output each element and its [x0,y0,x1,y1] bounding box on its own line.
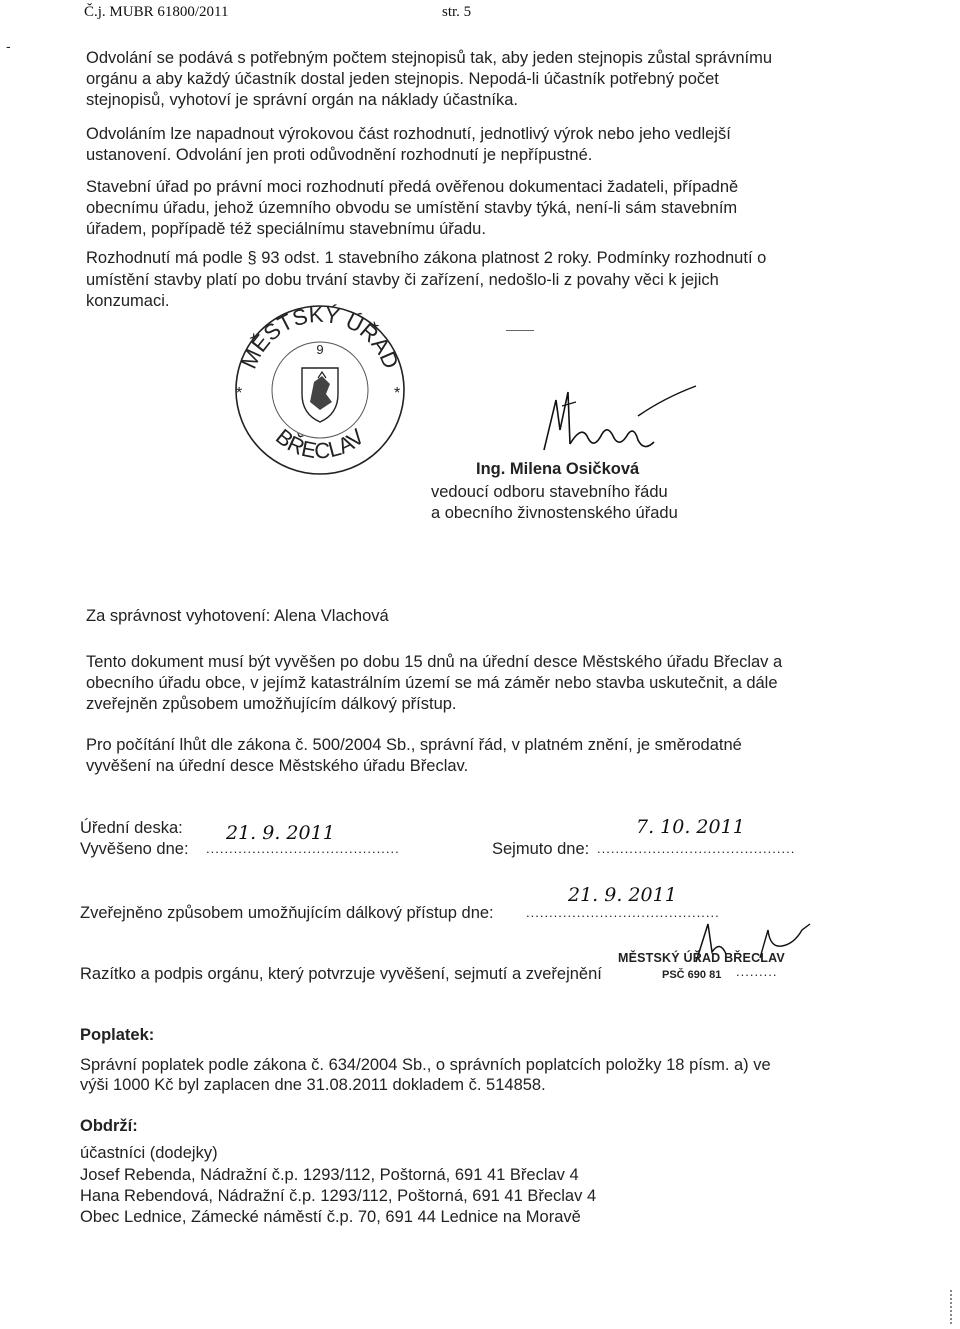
notice-line1: Tento dokument musí být vyvěšen po dobu 15 dnů na úřední desce Městského úřadu Břeclav a [86,653,783,671]
para3-line1: Stavební úřad po právní moci rozhodnutí předá ověřenou dokumentaci žadateli, případně [86,178,739,196]
posted-dots: .......................................... [206,841,400,856]
removed-dots: ........................................... [597,841,796,856]
para4-line3: konzumaci. [86,292,170,310]
posted-label: Vyvěšeno dne: [80,840,189,858]
stamp-initials-signature [690,918,840,968]
recipients-heading: Obdrží: [80,1117,138,1135]
para2-line2: ustanovení. Odvolání jen proti odůvodnění rozhodnutí je nepřípustné. [86,146,593,164]
para3-line3: úřadem, popřípadě též speciálnímu stavebnímu úřadu. [86,220,486,238]
deadline-line1: Pro počítání lhůt dle zákona č. 500/2004 Sb., správní řád, v platném znění, je směrodatné [86,736,742,754]
seal-bottom-text: BŘECLAV [271,423,369,464]
handwritten-signature [534,372,704,458]
stamp-label: Razítko a podpis orgánu, který potvrzuje vyvěšení, sejmutí a zveřejnění [80,965,602,983]
seal-number: 9 [316,342,324,357]
office-stamp: MĚSTSKÝ ÚŘAD BŘECLAV [618,951,785,965]
recipients-line1: účastníci (dodejky) [80,1144,218,1162]
signatory-role-line2: a obecního živnostenského úřadu [431,504,678,522]
published-label: Zveřejněno způsobem umožňujícím dálkový přístup dne: [80,904,494,922]
recipients-line4: Obec Lednice, Zámecké náměstí č.p. 70, 691 44 Lednice na Moravě [80,1208,581,1226]
published-handwritten-date: 21. 9. 2011 [568,884,677,906]
para3-line2: obecnímu úřadu, jehož územního obvodu se umístění stavby týká, není-li sám stavebním [86,199,738,217]
signatory-role-line1: vedoucí odboru stavebního řádu [431,483,668,501]
scan-edge-mark [950,1290,952,1324]
decorative-dash [506,330,534,331]
seal-top-text: MĚSTSKÝ ÚŘAD [236,301,404,373]
removed-handwritten-date: 7. 10. 2011 [636,816,745,838]
posted-handwritten-date: 21. 9. 2011 [226,822,335,844]
para4-line2: umístění stavby platí po dobu trvání stavby či zařízení, nedošlo-li z povahy věci k jejich [86,271,719,289]
official-seal [222,298,418,476]
fee-line2: výši 1000 Kč byl zaplacen dne 31.08.2011 dokladem č. 514858. [80,1076,546,1094]
stamp-postal-code: PSČ 690 81 [662,969,722,981]
para1-line3: stejnopisů, vyhotoví je správní orgán na náklady účastníka. [86,91,519,109]
para1-line1: Odvolání se podává s potřebným počtem stejnopisů tak, aby jeden stejnopis zůstal správnímu [86,49,773,67]
seal-star-left: * [236,385,243,402]
published-dots: .......................................... [526,905,720,920]
fee-line1: Správní poplatek podle zákona č. 634/2004 Sb., o správních poplatcích položky 18 písm. a) ve [80,1056,771,1074]
coat-of-arms-icon [302,368,338,422]
notice-line3: zveřejněn způsobem umožňujícím dálkový přístup. [86,695,457,713]
page-number: str. 5 [442,4,472,20]
signatory-name: Ing. Milena Osičková [476,460,640,478]
stamp-dots: ......... [736,964,778,979]
seal-star-right: * [394,385,401,402]
removed-label: Sejmuto dne: [492,840,590,858]
correctness-line: Za správnost vyhotovení: Alena Vlachová [86,607,389,625]
recipients-line3: Hana Rebendová, Nádražní č.p. 1293/112, Poštorná, 691 41 Břeclav 4 [80,1187,597,1205]
reference-number: Č.j. MUBR 61800/2011 [84,4,229,20]
recipients-line2: Josef Rebenda, Nádražní č.p. 1293/112, Poštorná, 691 41 Břeclav 4 [80,1166,579,1184]
notice-line2: obecního úřadu obce, v jejímž katastrálním území se má záměr nebo stavba uskutečnit, a dále [86,674,778,692]
para1-line2: orgánu a aby každý účastník dostal jeden stejnopis. Nepodá-li účastník potřebný počet [86,70,719,88]
fee-heading: Poplatek: [80,1026,155,1044]
deadline-line2: vyvěšení na úřední desce Městského úřadu Břeclav. [86,757,469,775]
board-title: Úřední deska: [80,819,183,837]
para2-line1: Odvoláním lze napadnout výrokovou část rozhodnutí, jednotlivý výrok nebo jeho vedlejší [86,125,731,143]
margin-mark: - [6,38,11,54]
para4-line1: Rozhodnutí má podle § 93 odst. 1 stavebního zákona platnost 2 roky. Podmínky rozhodnutí o [86,249,767,267]
